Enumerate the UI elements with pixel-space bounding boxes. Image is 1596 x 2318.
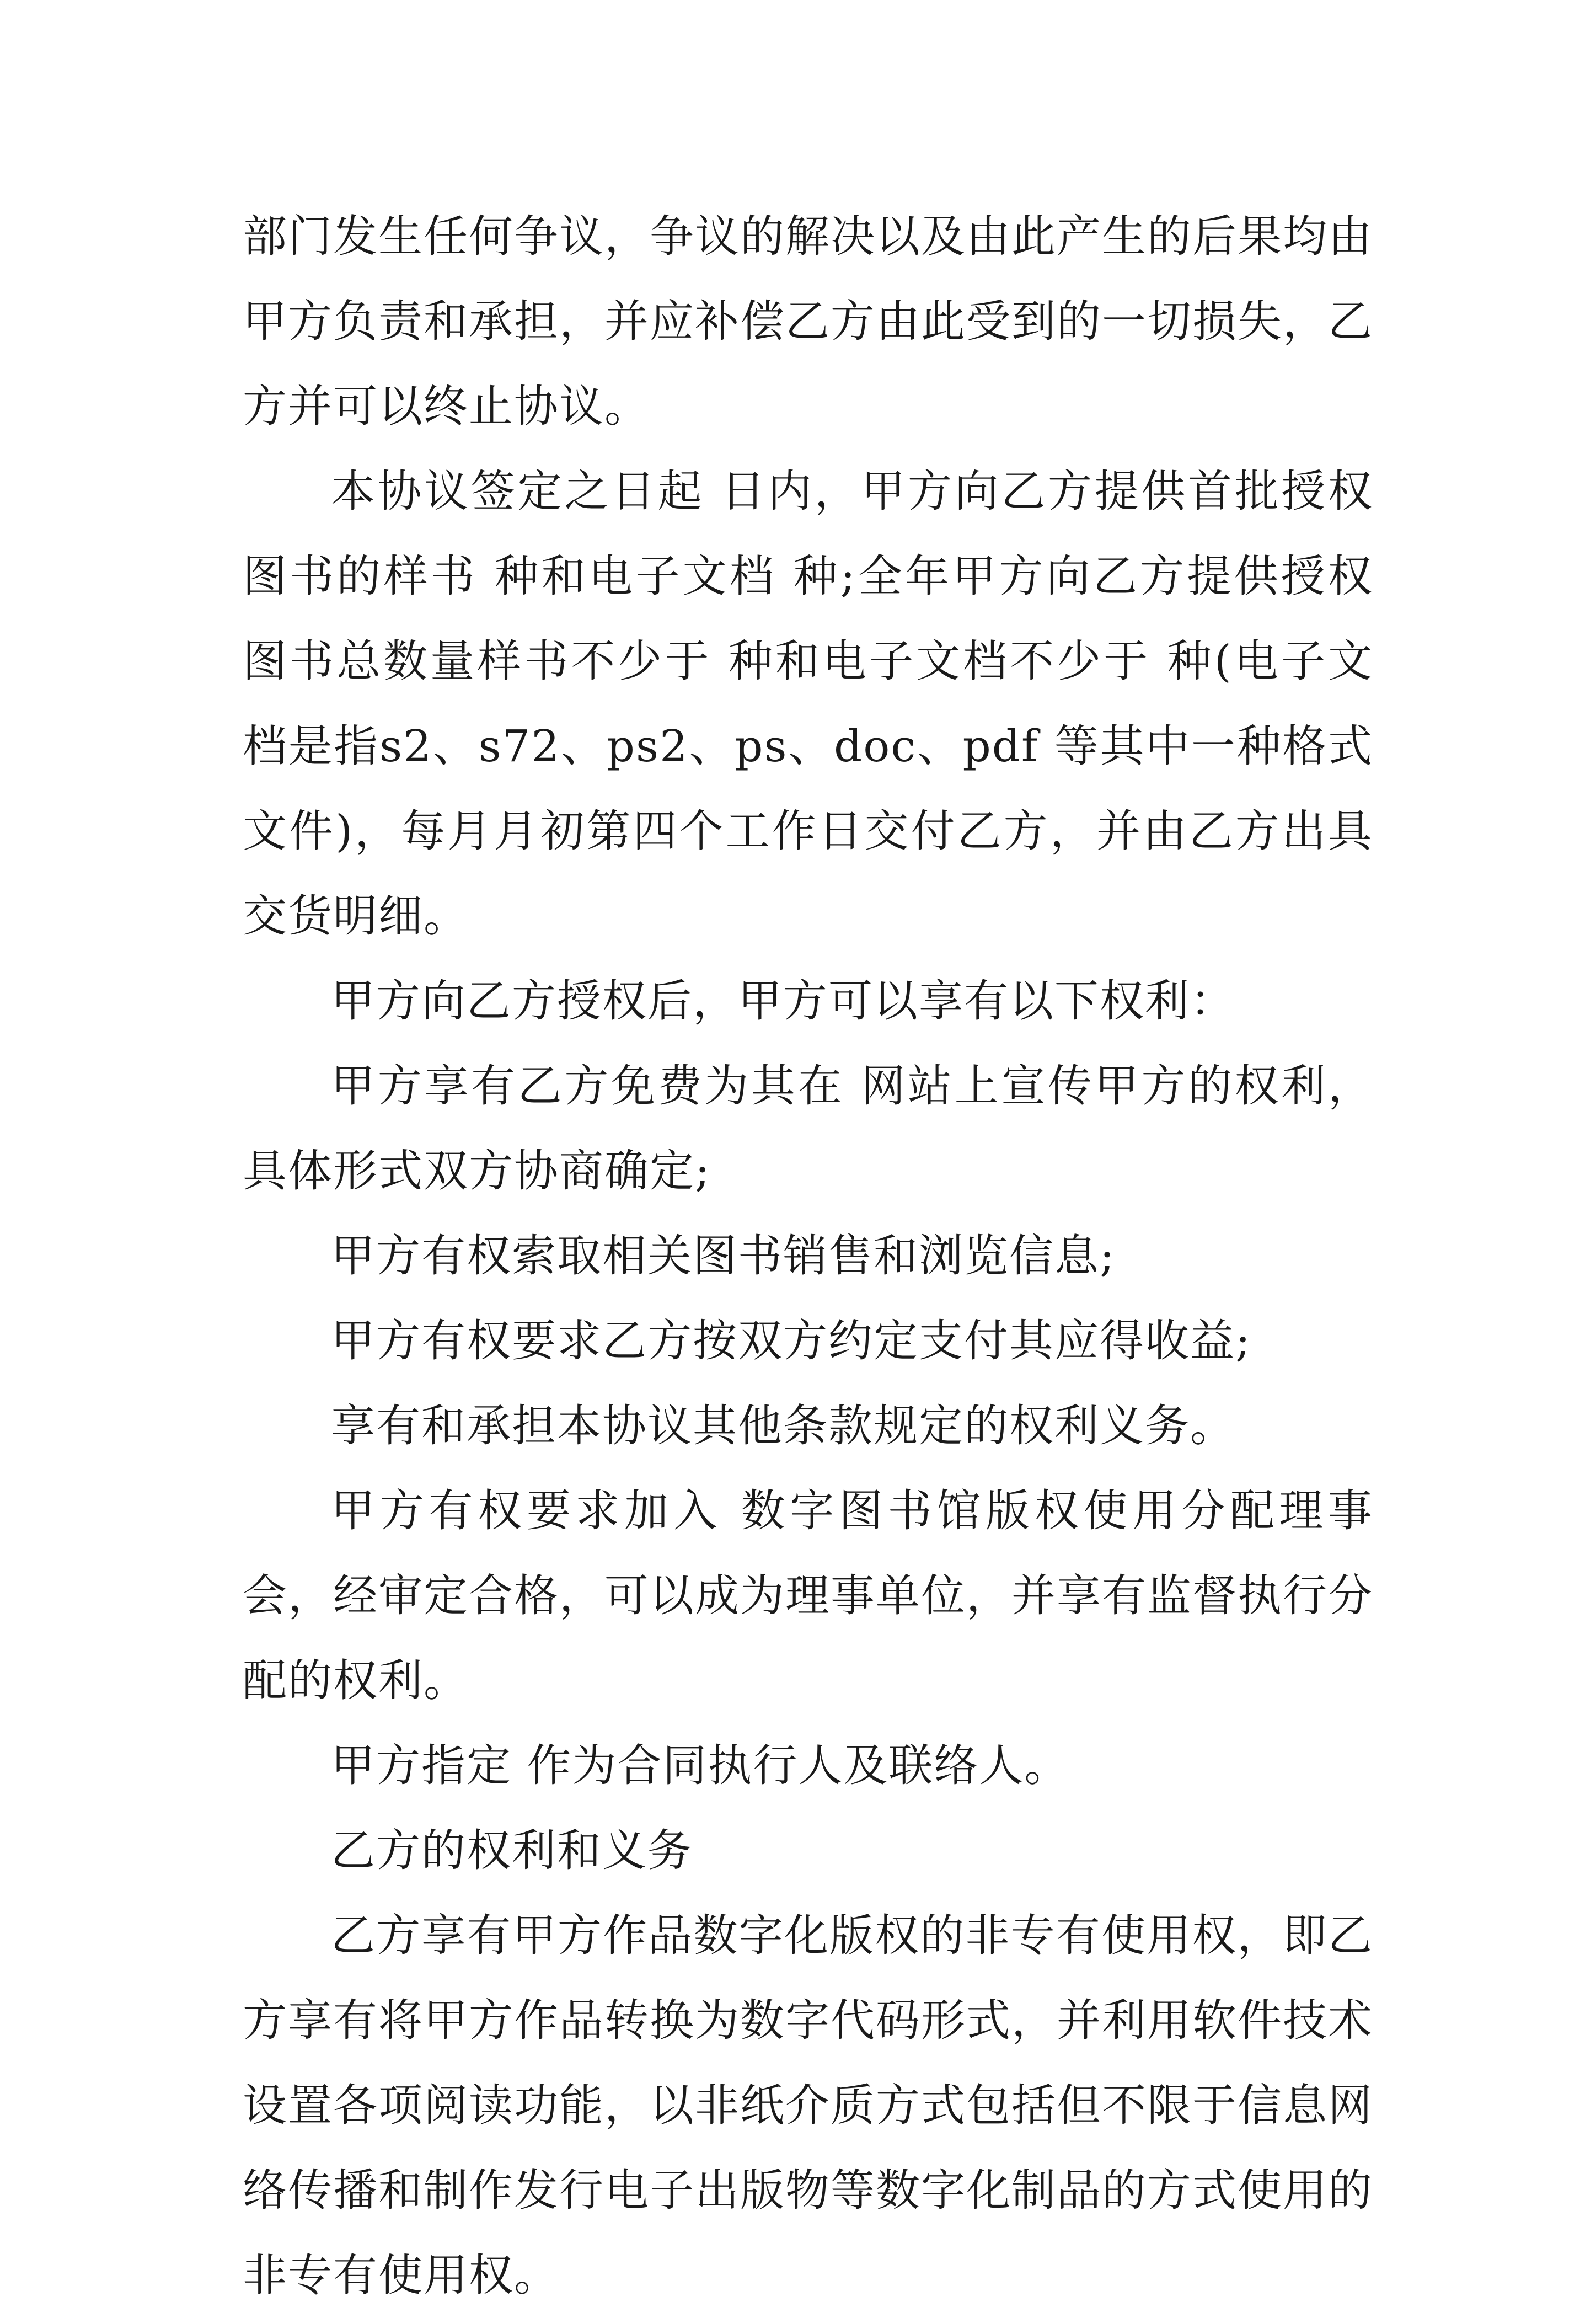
section-heading-party-b-rights: 乙方的权利和义务: [331, 1825, 693, 1876]
document-body: [243, 194, 1373, 2318]
paragraph-other-obligations: 享有和承担本协议其他条款规定的权利义务。: [331, 1400, 1235, 1451]
paragraph-dispute-continuation: 部门发生任何争议，争议的解决以及由此产生的后果均由甲方负责和承担，并应补偿乙方由此受到的一切损失，乙方并可以终止协议。: [243, 211, 1373, 432]
paragraph-council-membership: 甲方有权要求加入 数字图书馆版权使用分配理事会，经审定合格，可以成为理事单位，并享有监督执行分配的权利。: [243, 1485, 1373, 1706]
paragraph-party-a-rights-intro: 甲方向乙方授权后，甲方可以享有以下权利：: [331, 975, 1235, 1027]
paragraph-payment-right: 甲方有权要求乙方按双方约定支付其应得收益;: [331, 1315, 1251, 1366]
paragraph-free-promotion: 甲方享有乙方免费为其在 网站上宣传甲方的权利，具体形式双方协商确定;: [243, 1060, 1373, 1197]
paragraph-sample-delivery: 本协议签定之日起 日内，甲方向乙方提供首批授权图书的样书 种和电子文档 种;全年甲方向乙方提供授权图书总数量样书不少于 种和电子文档不少于 种(电子文档是指s2、s72、ps2、ps、doc、pdf 等其中一种格式文件)，每月月初第四个工作日交付乙方，并由乙方出具交货明细。: [243, 466, 1373, 942]
paragraph-sales-info: 甲方有权索取相关图书销售和浏览信息;: [331, 1230, 1116, 1281]
paragraph-non-exclusive-right: 乙方享有甲方作品数字化版权的非专有使用权，即乙方享有将甲方作品转换为数字代码形式，并利用软件技术设置各项阅读功能，以非纸介质方式包括但不限于信息网络传播和制作发行电子出版物等数字化制品的方式使用的非专有使用权。: [243, 1910, 1373, 2301]
paragraph-contact-person: 甲方指定 作为合同执行人及联络人。: [331, 1740, 1070, 1791]
